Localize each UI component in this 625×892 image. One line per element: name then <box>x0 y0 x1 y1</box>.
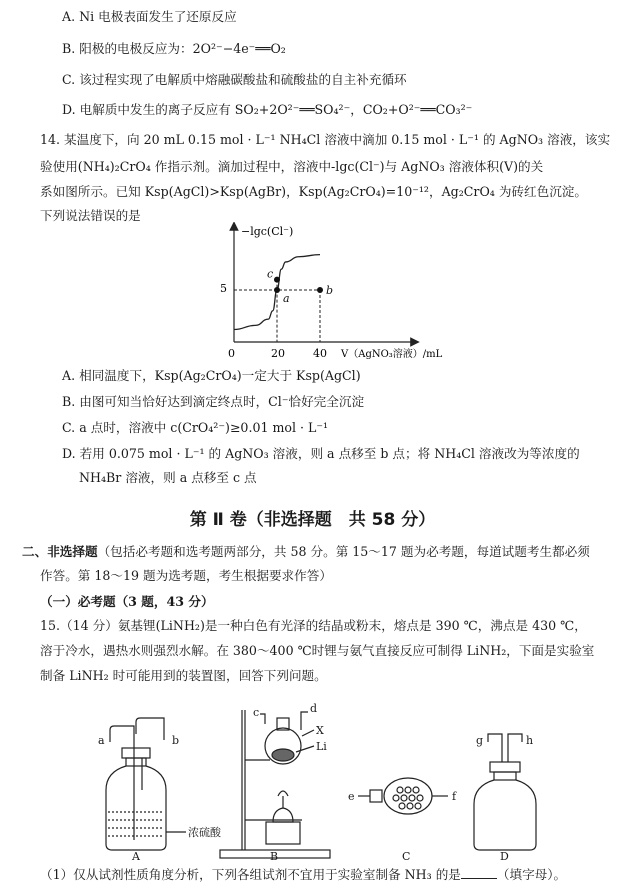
port-b: b <box>172 734 180 747</box>
x-axis-label: V（AgNO₃溶液）/mL <box>341 349 443 360</box>
port-c: c <box>253 706 260 719</box>
port-d: d <box>310 702 318 715</box>
q15-sub-1 <box>40 866 566 884</box>
point-label-a: a <box>283 292 290 305</box>
point-a <box>274 287 280 293</box>
port-g: g <box>476 734 484 747</box>
point-b <box>317 287 323 293</box>
q13-option-b: B. 阳极的电极反应为：2O²⁻−4e⁻══O₂ <box>62 41 286 56</box>
point-c <box>274 277 280 283</box>
point-label-b: b <box>326 284 334 297</box>
q15-sub-1-text-b: （填字母）。 <box>496 867 567 882</box>
x-tick-20: 20 <box>271 347 285 360</box>
section-2-line-1 <box>22 543 590 561</box>
q14-option-d-line-1: D. 若用 0.075 mol · L⁻¹ 的 AgNO₃ 溶液，则 a 点移至 b 点；将 NH₄Cl 溶液改为等浓度的 <box>62 446 580 461</box>
apparatus-c <box>358 778 448 814</box>
q15-line-1: 15.（14 分）氨基锂(LiNH₂)是一种白色有光泽的结晶或粉末，熔点是 390 ℃，沸点是 430 ℃， <box>40 618 587 633</box>
port-h: h <box>526 734 534 747</box>
required-section-head: （一）必考题（3 题，43 分） <box>40 594 214 609</box>
apparatus-a-label: A <box>132 850 140 860</box>
reagent-label: 浓硫酸 <box>188 826 221 839</box>
q14-stem-line-3: 系如图所示。已知 Ksp(AgCl)>Ksp(AgBr)，Ksp(Ag₂CrO₄)=10⁻¹²，Ag₂CrO₄ 为砖红色沉淀。 <box>40 184 587 199</box>
x-tick-40: 40 <box>313 347 327 360</box>
q14-option-d-line-2: NH₄Br 溶液，则 a 点移至 c 点 <box>79 470 257 485</box>
answer-blank <box>461 866 497 879</box>
q13-option-c: C. 该过程实现了电解质中熔融碳酸盐和硫酸盐的自主补充循环 <box>62 72 407 87</box>
apparatus-figure <box>90 700 560 860</box>
apparatus-b <box>220 710 330 858</box>
q14-option-b: B. 由图可知当恰好达到滴定终点时，Cl⁻恰好完全沉淀 <box>62 394 365 409</box>
q14-stem-line-1: 14. 某温度下，向 20 mL 0.15 mol · L⁻¹ NH₄Cl 溶液中滴加 0.15 mol · L⁻¹ 的 AgNO₃ 溶液，该实 <box>40 132 611 147</box>
q13-option-d: D. 电解质中发生的离子反应有 SO₂+2O²⁻══SO₄²⁻，CO₂+O²⁻══CO₃²⁻ <box>62 102 473 117</box>
y-tick-5: 5 <box>220 282 227 295</box>
apparatus-c-label: C <box>402 850 411 860</box>
q15-line-2: 溶于冷水，遇热水则强烈水解。在 380～400 ℃时锂与氨气直接反应可制得 LiNH₂，下面是实验室 <box>40 643 595 658</box>
q14-stem-line-4: 下列说法错误的是 <box>40 208 141 223</box>
apparatus-d-label: D <box>500 850 509 860</box>
apparatus-b-label: B <box>270 850 279 860</box>
port-a: a <box>98 734 105 747</box>
label-x: X <box>316 724 324 737</box>
q14-option-a: A. 相同温度下，Ksp(Ag₂CrO₄)一定大于 Ksp(AgCl) <box>62 368 361 383</box>
q14-option-c: C. a 点时，溶液中 c(CrO₄²⁻)≥0.01 mol · L⁻¹ <box>62 420 329 435</box>
q15-line-3: 制备 LiNH₂ 时可能用到的装置图，回答下列问题。 <box>40 668 327 683</box>
section-2-line-2: 作答。第 18～19 题为选考题，考生根据要求作答） <box>40 568 332 583</box>
q14-chart <box>215 222 455 362</box>
x-tick-0: 0 <box>228 347 235 360</box>
section-2-text-1: （包括必考题和选考题两部分，共 58 分。第 15～17 题为必考题，每道试题考生都必须 <box>97 544 590 559</box>
port-e: e <box>348 790 355 803</box>
apparatus-d <box>474 734 536 850</box>
point-label-c: c <box>267 267 274 281</box>
q13-option-a: A. Ni 电极表面发生了还原反应 <box>62 9 237 24</box>
part-2-title: 第 Ⅱ 卷（非选择题 共 58 分） <box>189 510 436 530</box>
q14-stem-line-2: 验使用(NH₄)₂CrO₄ 作指示剂。滴加过程中，溶液中-lgc(Cl⁻)与 AgNO₃ 溶液体积(V)的关 <box>40 159 544 174</box>
port-f: f <box>452 790 457 803</box>
label-li: Li <box>316 740 327 753</box>
y-axis-label: −lgc(Cl⁻) <box>241 225 294 238</box>
section-2-head: 二、非选择题 <box>22 544 98 559</box>
q15-sub-1-text-a: （1）仅从试剂性质角度分析，下列各组试剂不宜用于实验室制备 NH₃ 的是 <box>40 867 461 882</box>
